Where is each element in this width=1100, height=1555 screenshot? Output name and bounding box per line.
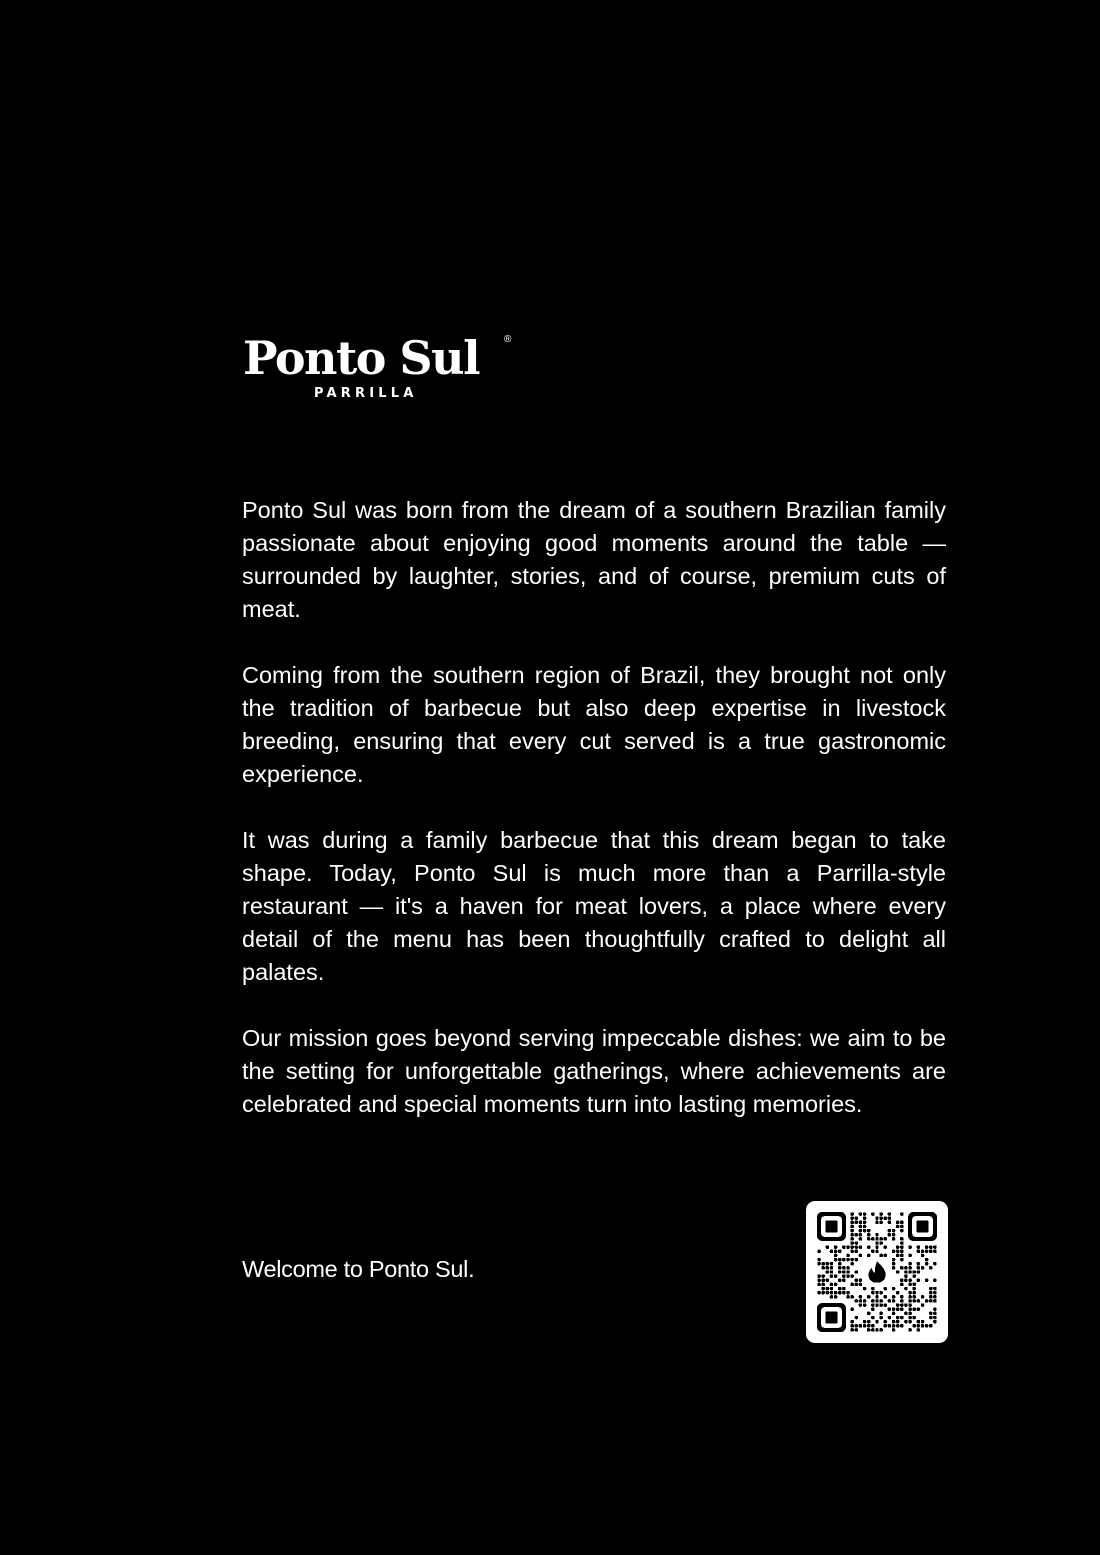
welcome-text: Welcome to Ponto Sul. (242, 1256, 475, 1282)
paragraph-heritage: Coming from the southern region of Brazil, they brought not only the tradition of barbecue but also deep expertise in livestock breeding, ensuring that every cut served is a true gastronomic experience. (242, 662, 946, 787)
qr-finder-top-left (817, 1212, 846, 1241)
qr-code[interactable] (806, 1201, 948, 1343)
logo-subtitle: PARRILLA (314, 386, 418, 401)
qr-finder-top-right (908, 1212, 937, 1241)
story-text (242, 494, 946, 1154)
brand-logo (243, 330, 523, 410)
paragraph-mission: Our mission goes beyond serving impeccable dishes: we aim to be the setting for unforgettable gatherings, where achievements are celebrated and special moments turn into lasting memories. (242, 1025, 946, 1117)
logo-title: Ponto Sul (243, 331, 480, 385)
paragraph-today: It was during a family barbecue that this dream began to take shape. Today, Ponto Sul is much more than a Parrilla-style restaurant — it's a haven for meat lovers, a place where every detail of the menu has been thoughtfully crafted to delight all palates. (242, 827, 946, 985)
qr-code-pattern (817, 1212, 937, 1332)
registered-mark: ® (504, 334, 512, 345)
qr-finder-bottom-left (817, 1303, 846, 1332)
paragraph-origin: Ponto Sul was born from the dream of a southern Brazilian family passionate about enjoying good moments around the table — surrounded by laughter, stories, and of course, premium cuts of meat. (242, 497, 946, 622)
